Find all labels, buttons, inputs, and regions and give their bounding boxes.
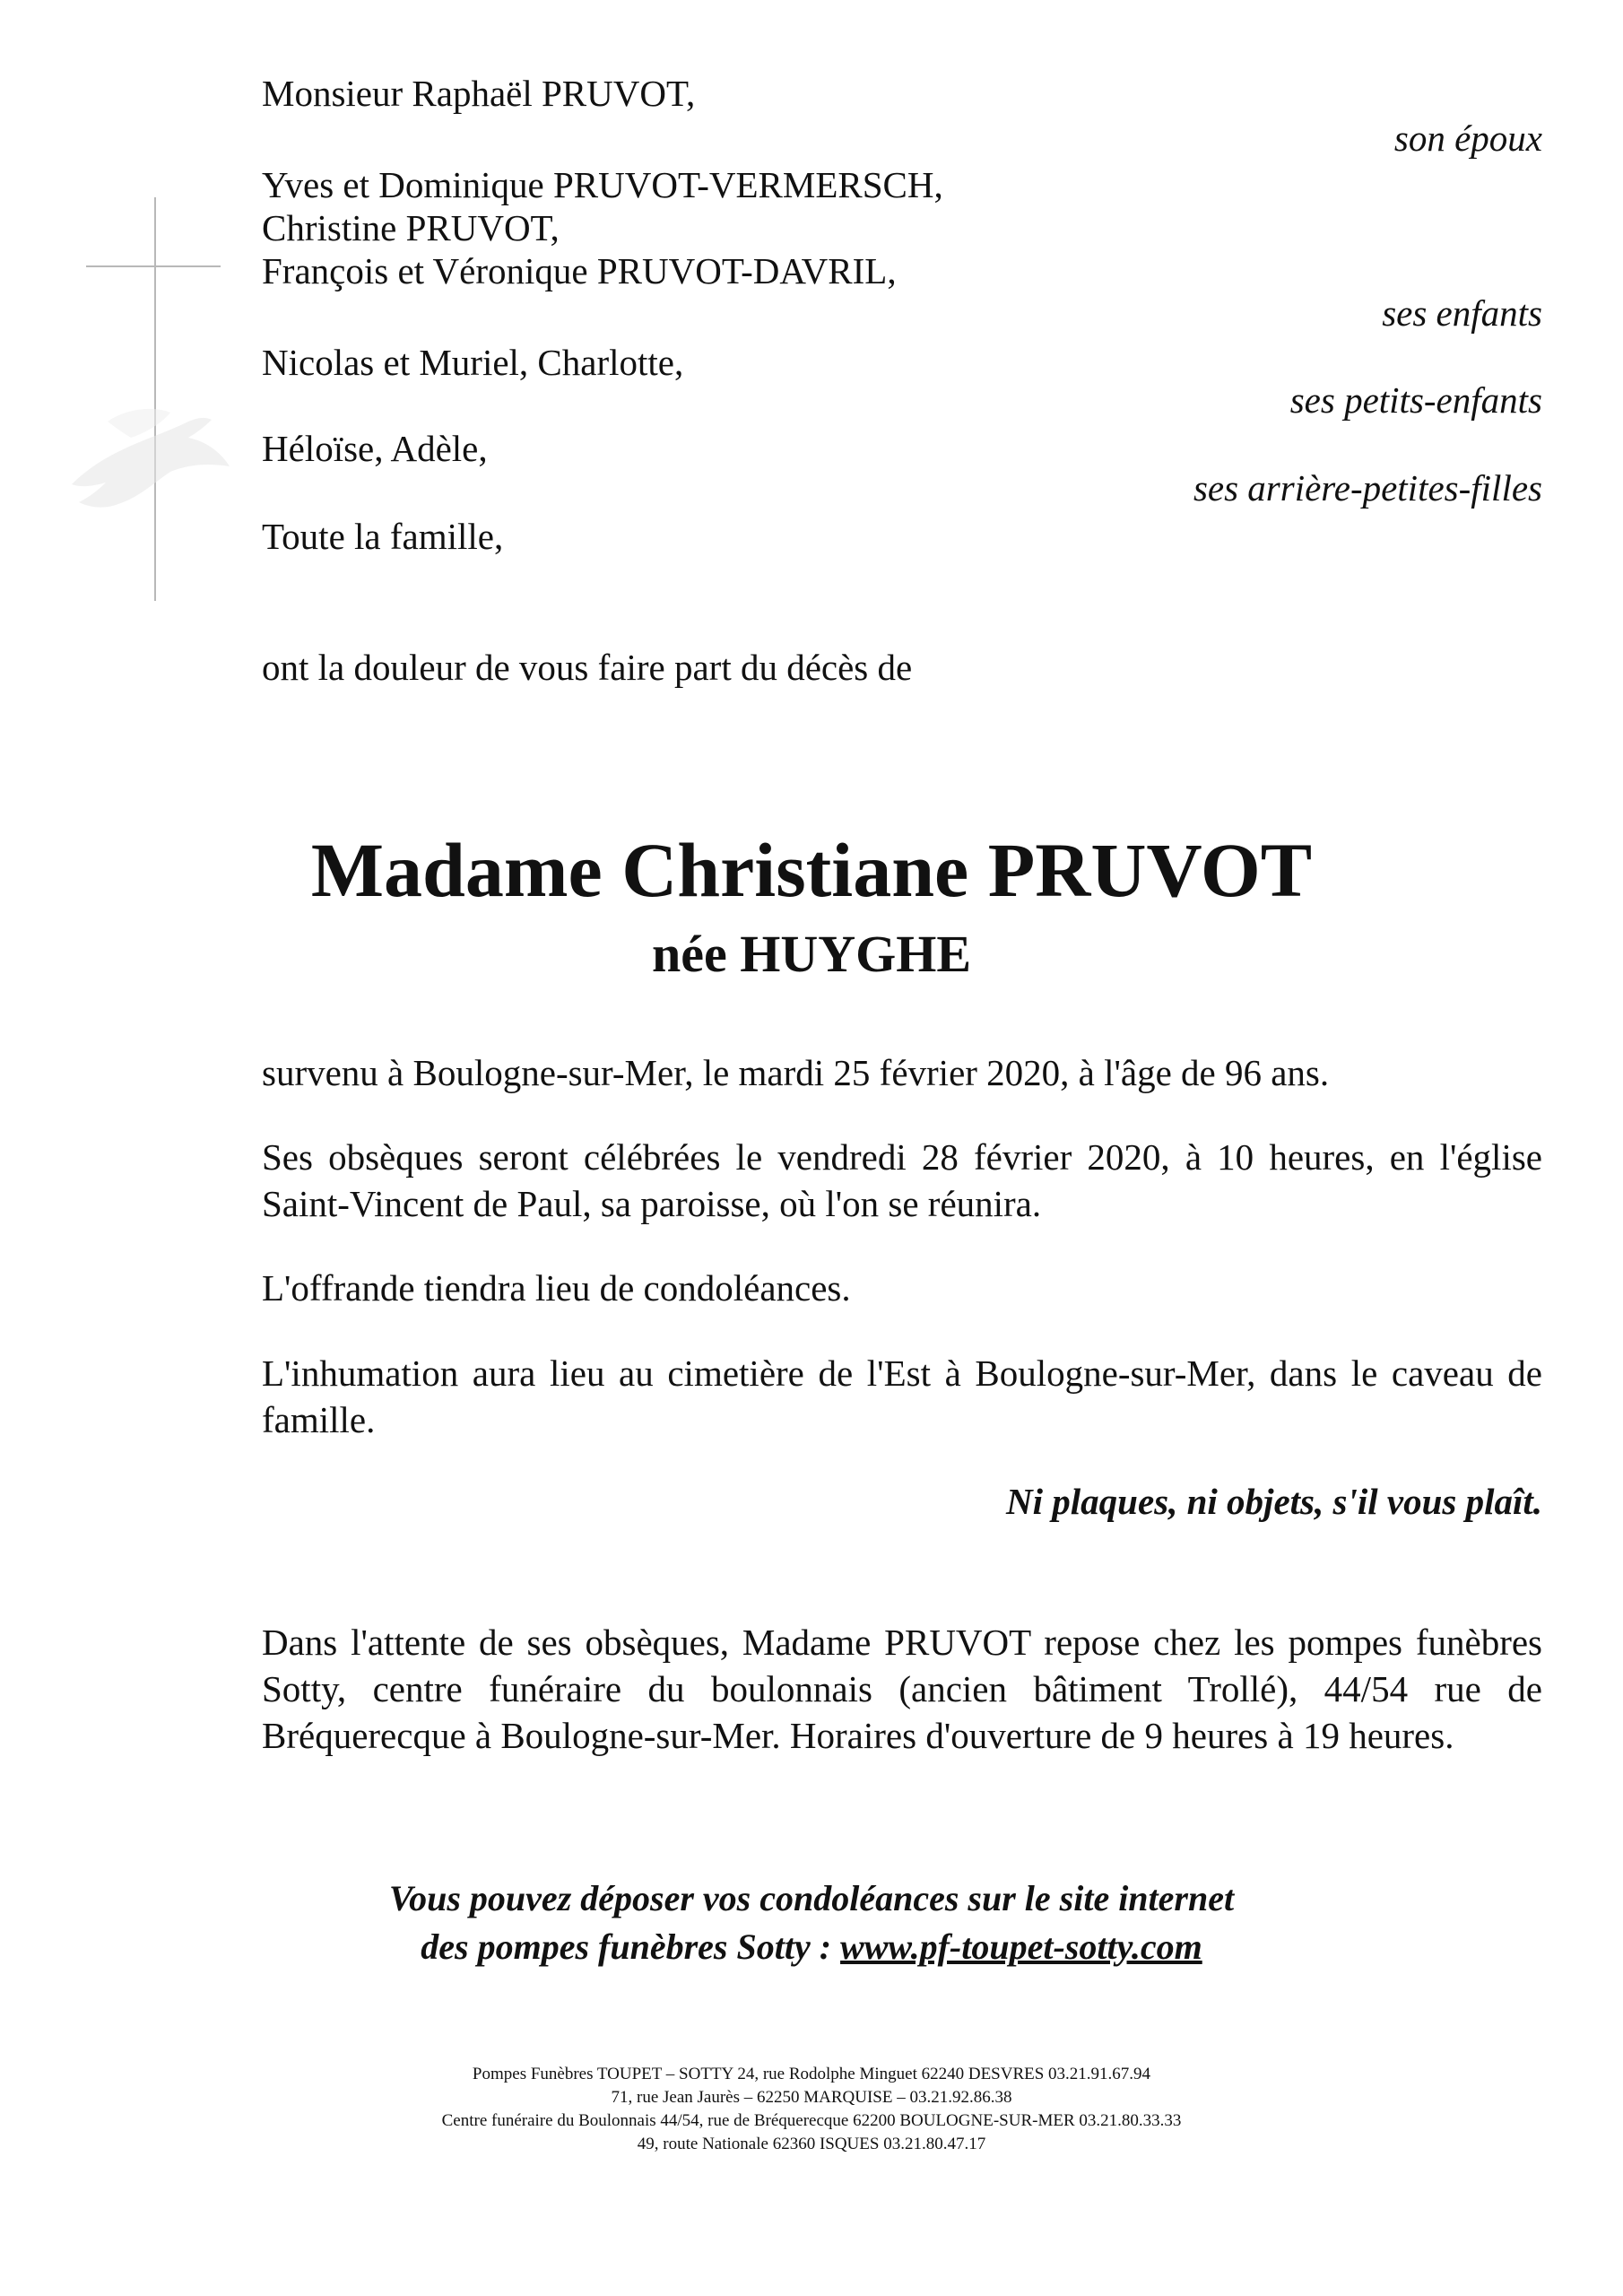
offering-details: L'offrande tiendra lieu de condoléances.	[262, 1267, 851, 1309]
condolences-block	[0, 1874, 1623, 1971]
no-flowers-request: Ni plaques, ni objets, s'il vous plaît.	[1006, 1481, 1542, 1522]
footer-line-3: Centre funéraire du Boulonnais 44/54, rue de Bréquerecque 62200 BOULOGNE-SUR-MER 03.21.80.33.33	[441, 2111, 1182, 2130]
announcement-intro: ont la douleur de vous faire part du décès de	[262, 647, 913, 688]
footer	[0, 2063, 1623, 2156]
relation-spouse: son époux	[1393, 117, 1542, 159]
condolences-prefix: des pompes funèbres Sotty :	[421, 1926, 841, 1967]
maiden-name: née HUYGHE	[651, 925, 972, 983]
family-line-children-2: Christine PRUVOT,	[262, 207, 560, 248]
family-line-all: Toute la famille,	[262, 516, 504, 557]
cross-icon	[86, 197, 221, 601]
deceased-name: Madame Christiane PRUVOT	[310, 827, 1313, 913]
relation-children: ses enfants	[1382, 292, 1542, 334]
dove-icon	[72, 409, 230, 508]
footer-line-4: 49, route Nationale 62360 ISQUES 03.21.80.47.17	[637, 2135, 986, 2153]
website-link[interactable]: www.pf-toupet-sotty.com	[840, 1926, 1202, 1967]
footer-line-2: 71, rue Jean Jaurès – 62250 MARQUISE – 03.21.92.86.38	[611, 2088, 1012, 2107]
family-line-children-3: François et Véronique PRUVOT-DAVRIL,	[262, 250, 897, 291]
family-line-great-grandchildren: Héloïse, Adèle,	[262, 428, 488, 469]
repose-details: Dans l'attente de ses obsèques, Madame PRUVOT repose chez les pompes funèbres Sotty, centre funéraire du boulonnais (ancien bâtiment Trollé), 44/54 rue de Bréquerecque à Boulogne-sur-Mer. Horaires d'ouverture de 9 heures à 19 heures.	[262, 1622, 1542, 1756]
family-line-children-1: Yves et Dominique PRUVOT-VERMERSCH,	[262, 164, 943, 205]
relation-great-grandchildren: ses arrière-petites-filles	[1193, 467, 1542, 509]
death-details: survenu à Boulogne-sur-Mer, le mardi 25 février 2020, à l'âge de 96 ans.	[262, 1052, 1330, 1093]
funeral-details: Ses obsèques seront célébrées le vendredi 28 février 2020, à 10 heures, en l'église Saint-Vincent de Paul, sa paroisse, où l'on se réunira.	[262, 1136, 1542, 1224]
condolences-line-2	[0, 1923, 1623, 1971]
relation-grandchildren: ses petits-enfants	[1289, 379, 1542, 421]
family-line-spouse: Monsieur Raphaël PRUVOT,	[262, 73, 696, 114]
family-line-grandchildren: Nicolas et Muriel, Charlotte,	[262, 342, 684, 383]
condolences-line-1: Vous pouvez déposer vos condoléances sur le site internet	[388, 1878, 1235, 1918]
cross-dove-decoration	[54, 197, 251, 610]
burial-details: L'inhumation aura lieu au cimetière de l'Est à Boulogne-sur-Mer, dans le caveau de famille.	[262, 1352, 1542, 1440]
footer-line-1: Pompes Funèbres TOUPET – SOTTY 24, rue Rodolphe Minguet 62240 DESVRES 03.21.91.67.94	[472, 2065, 1151, 2083]
